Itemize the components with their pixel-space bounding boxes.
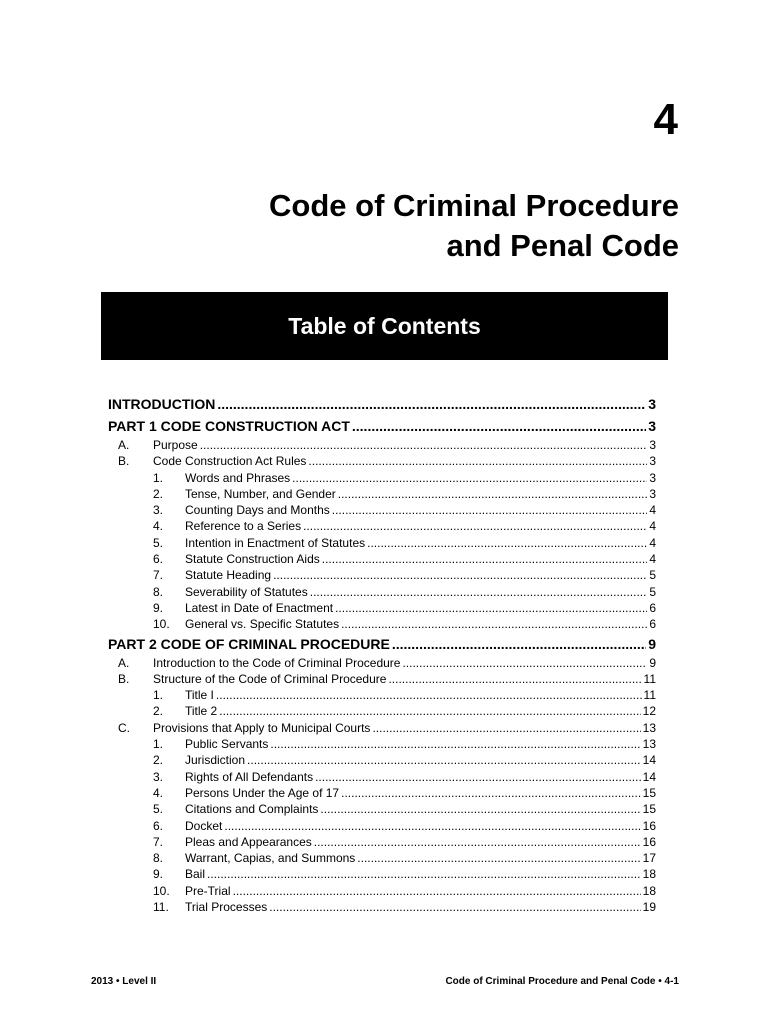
toc-sub-page: 15 [642, 802, 656, 817]
toc-sub-label: Bail [185, 867, 206, 882]
toc-sub-page: 18 [642, 883, 656, 898]
toc-sub-label: Title 2 [185, 704, 218, 719]
toc-sub-label: Latest in Date of Enactment [185, 600, 334, 615]
toc-sub-label: Tense, Number, and Gender [185, 486, 336, 501]
toc-sub-mark: 2. [153, 704, 164, 719]
toc-sub-page: 16 [642, 818, 656, 833]
toc-sub-mark: 3. [153, 769, 164, 784]
toc-sub-mark: 10. [153, 617, 170, 632]
toc-subsection-entry[interactable] [108, 687, 656, 703]
toc-subsection-entry[interactable] [108, 584, 656, 600]
toc-sub-label: Title I [185, 688, 214, 703]
toc-entry-page: 9 [648, 635, 656, 652]
toc-sub-page: 5 [649, 568, 656, 583]
toc-subsection-entry[interactable] [108, 518, 656, 534]
toc-subsection-entry[interactable] [108, 818, 656, 834]
toc-sub-page: 18 [642, 867, 656, 882]
toc-sub-page: 19 [642, 900, 656, 915]
toc-sub-label: Counting Days and Months [185, 503, 330, 518]
toc-subsection-entry[interactable] [108, 899, 656, 915]
toc-sub-label: Warrant, Capias, and Summons [185, 851, 356, 866]
toc-section-mark: C. [118, 720, 130, 735]
dot-leader [335, 600, 647, 616]
toc-heading-banner [101, 292, 668, 360]
toc-subsection-entry[interactable] [108, 785, 656, 801]
footer-left: 2013 • Level II [91, 976, 157, 987]
toc-entry-introduction[interactable] [108, 393, 656, 415]
dot-leader [315, 769, 641, 785]
toc-sub-mark: 4. [153, 785, 164, 800]
toc-section-page: 9 [649, 655, 656, 670]
toc-sub-page: 4 [649, 519, 656, 534]
toc-section-page: 13 [642, 720, 656, 735]
toc-sub-mark: 2. [153, 486, 164, 501]
toc-entry-label: PART 2 CODE OF CRIMINAL PROCEDURE [108, 635, 390, 652]
toc-section-entry[interactable] [108, 720, 656, 736]
toc-sub-page: 13 [642, 737, 656, 752]
toc-sub-mark: 9. [153, 600, 164, 615]
dot-leader [314, 834, 641, 850]
toc-sub-page: 15 [642, 785, 656, 800]
toc-entry-label: INTRODUCTION [108, 396, 216, 412]
toc-entry-label: PART 1 CODE CONSTRUCTION ACT [108, 418, 350, 434]
dot-leader [352, 415, 646, 437]
toc-subsection-entry[interactable] [108, 769, 656, 785]
toc-sub-mark: 9. [153, 867, 164, 882]
toc-sub-mark: 1. [153, 470, 164, 485]
toc-subsection-entry[interactable] [108, 600, 656, 616]
toc-section-label: Structure of the Code of Criminal Procedure [153, 671, 387, 686]
toc-sub-page: 3 [649, 470, 656, 485]
toc-subsection-entry[interactable] [108, 801, 656, 817]
toc-entry-part-1[interactable] [108, 415, 656, 437]
dot-leader [402, 655, 647, 671]
toc-subsection-entry[interactable] [108, 616, 656, 632]
toc-subsection-entry[interactable] [108, 736, 656, 752]
toc-sub-page: 4 [649, 535, 656, 550]
toc-sub-mark: 5. [153, 535, 164, 550]
toc-sub-label: Reference to a Series [185, 519, 302, 534]
toc-subsection-entry[interactable] [108, 752, 656, 768]
toc-sub-page: 4 [649, 503, 656, 518]
toc-sub-label: Trial Processes [185, 900, 268, 915]
toc-sub-mark: 4. [153, 519, 164, 534]
toc-sub-page: 14 [642, 753, 656, 768]
toc-sub-label: Pleas and Appearances [185, 834, 312, 849]
toc-sub-mark: 3. [153, 503, 164, 518]
dot-leader [207, 866, 641, 882]
toc-sub-label: Rights of All Defendants [185, 769, 314, 784]
toc-section-mark: B. [118, 454, 130, 469]
toc-section-entry[interactable] [108, 437, 656, 453]
toc-section-label: Purpose [153, 438, 198, 452]
dot-leader [367, 535, 647, 551]
toc-sub-mark: 10. [153, 883, 170, 898]
toc-subsection-entry[interactable] [108, 866, 656, 882]
footer-right: Code of Criminal Procedure and Penal Code • 4-1 [445, 976, 679, 987]
toc-sub-page: 6 [649, 617, 656, 632]
toc-sub-mark: 8. [153, 851, 164, 866]
toc-section-mark: B. [118, 671, 130, 686]
toc-subsection-entry[interactable] [108, 502, 656, 518]
toc-sub-label: Docket [185, 818, 223, 833]
toc-section-page: 3 [649, 454, 656, 469]
dot-leader [357, 850, 640, 866]
toc-section-label: Introduction to the Code of Criminal Procedure [153, 655, 401, 670]
toc-sub-label: Pre-Trial [185, 883, 231, 898]
toc-sub-mark: 5. [153, 802, 164, 817]
chapter-title [269, 186, 679, 266]
toc-entry-page: 3 [648, 396, 656, 412]
dot-leader [292, 470, 647, 486]
toc-sub-label: Statute Construction Aids [185, 552, 320, 567]
toc-sub-mark: 1. [153, 688, 164, 703]
toc-section-entry[interactable] [108, 671, 656, 687]
toc-sub-label: Public Servants [185, 737, 269, 752]
dot-leader [341, 785, 641, 801]
toc-subsection-entry[interactable] [108, 883, 656, 899]
toc-sub-label: General vs. Specific Statutes [185, 617, 340, 632]
toc-subsection-entry[interactable] [108, 551, 656, 567]
dot-leader [338, 486, 648, 502]
toc-sub-mark: 11. [153, 900, 169, 915]
toc-subsection-entry[interactable] [108, 567, 656, 583]
toc-subsection-entry[interactable] [108, 703, 656, 719]
toc-sub-mark: 7. [153, 568, 164, 583]
toc-sub-label: Severability of Statutes [185, 584, 308, 599]
dot-leader [320, 801, 640, 817]
toc-subsection-entry[interactable] [108, 486, 656, 502]
toc-sub-page: 5 [649, 584, 656, 599]
dot-leader [224, 818, 640, 834]
toc-sub-label: Persons Under the Age of 17 [185, 785, 340, 800]
toc-sub-mark: 6. [153, 552, 164, 567]
toc-section-entry[interactable] [108, 453, 656, 469]
toc-sub-page: 12 [642, 704, 656, 719]
toc-subsection-entry[interactable] [108, 535, 656, 551]
toc-entry-page: 3 [648, 418, 656, 434]
toc-section-label: Provisions that Apply to Municipal Courts [153, 720, 371, 735]
toc-section-label: Code Construction Act Rules [153, 454, 307, 469]
toc-sub-label: Intention in Enactment of Statutes [185, 535, 366, 550]
toc-section-entry[interactable] [108, 655, 656, 671]
dot-leader [219, 703, 640, 719]
dot-leader [332, 502, 648, 518]
toc-section-mark: A. [118, 438, 130, 452]
toc-entry-part-2[interactable] [108, 633, 656, 655]
dot-leader [388, 671, 641, 687]
toc-section-page: 3 [649, 438, 656, 452]
dot-leader [392, 633, 646, 655]
toc-sub-label: Statute Heading [185, 568, 272, 583]
dot-leader [310, 584, 648, 600]
toc-sub-mark: 1. [153, 737, 164, 752]
dot-leader [233, 883, 641, 899]
dot-leader [217, 393, 646, 415]
toc-sub-page: 3 [649, 486, 656, 501]
toc-sub-label: Citations and Complaints [185, 802, 319, 817]
table-of-contents [108, 393, 656, 915]
dot-leader [372, 720, 640, 736]
toc-sub-mark: 6. [153, 818, 164, 833]
dot-leader [303, 518, 647, 534]
toc-sub-page: 4 [649, 552, 656, 567]
dot-leader [200, 437, 648, 453]
toc-sub-label: Jurisdiction [185, 753, 246, 768]
dot-leader [216, 687, 642, 703]
toc-section-page: 11 [643, 671, 656, 686]
toc-sub-page: 11 [643, 688, 656, 703]
toc-section-mark: A. [118, 655, 130, 670]
toc-sub-page: 16 [642, 834, 656, 849]
dot-leader [273, 567, 647, 583]
toc-sub-page: 17 [642, 851, 656, 866]
dot-leader [322, 551, 648, 567]
toc-subsection-entry[interactable] [108, 470, 656, 486]
toc-sub-label: Words and Phrases [185, 470, 291, 485]
chapter-number: 4 [653, 95, 678, 144]
toc-sub-mark: 2. [153, 753, 164, 768]
dot-leader [308, 453, 647, 469]
toc-sub-mark: 8. [153, 584, 164, 599]
toc-subsection-entry[interactable] [108, 834, 656, 850]
dot-leader [269, 899, 640, 915]
chapter-title-line-2: and Penal Code [446, 228, 679, 263]
toc-heading: Table of Contents [288, 312, 481, 339]
dot-leader [270, 736, 640, 752]
dot-leader [341, 616, 647, 632]
toc-sub-page: 6 [649, 600, 656, 615]
toc-sub-page: 14 [642, 769, 656, 784]
toc-subsection-entry[interactable] [108, 850, 656, 866]
toc-sub-mark: 7. [153, 834, 164, 849]
chapter-title-line-1: Code of Criminal Procedure [269, 188, 679, 223]
dot-leader [247, 752, 641, 768]
